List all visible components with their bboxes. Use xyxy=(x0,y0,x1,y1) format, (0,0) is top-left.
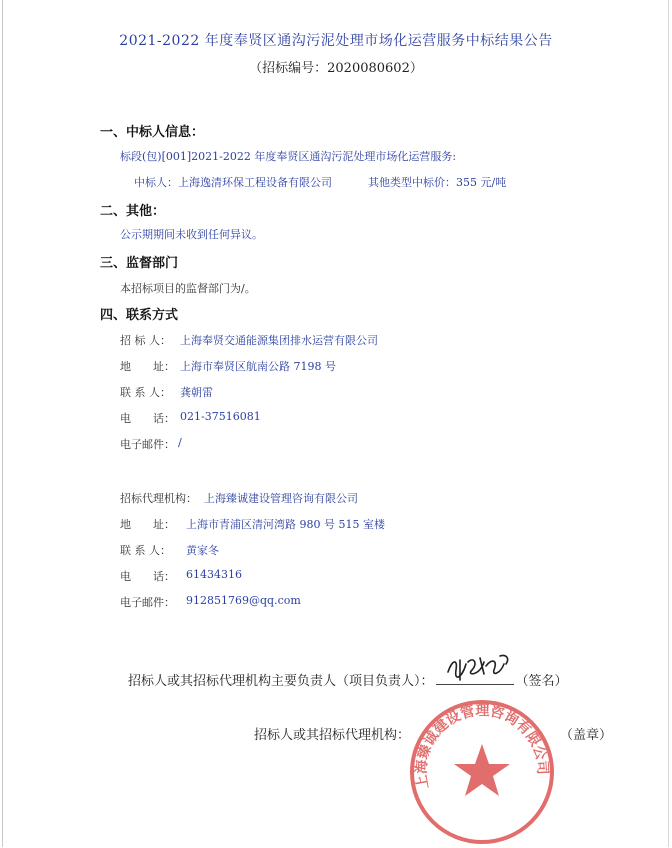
supervision-text: 本招标项目的监督部门为/。 xyxy=(120,282,256,295)
tenderer-address-label: 地 址： xyxy=(120,360,175,373)
document-title: 2021-2022 年度奉贤区通沟污泥处理市场化运营服务中标结果公告 xyxy=(119,33,553,49)
seal-ring-text: 上海臻诚建设管理咨询有限公司 xyxy=(413,703,551,791)
tenderer-email-label: 电子邮件： xyxy=(120,438,175,451)
sign-text: 招标人或其招标代理机构主要负责人（项目负责人）： xyxy=(128,674,434,689)
agency-contact-label: 联 系 人： xyxy=(120,544,171,557)
section-heading-contact: 四、联系方式 xyxy=(100,308,179,323)
section-heading-other: 二、其他： xyxy=(100,204,166,219)
tenderer-name-label: 招 标 人： xyxy=(120,334,171,347)
agency-phone-label: 电 话： xyxy=(120,570,175,583)
star-icon xyxy=(454,744,510,796)
winner-label: 中标人： xyxy=(134,176,178,189)
tenderer-email: / xyxy=(178,436,182,449)
price-value: 355 元/吨 xyxy=(456,176,507,189)
seal-suffix: （盖章） xyxy=(560,728,613,743)
section-heading-supervision: 三、监督部门 xyxy=(100,256,179,271)
agency-contact: 黄家冬 xyxy=(186,544,219,557)
agency-address: 上海市青浦区清河湾路 980 号 515 室楼 xyxy=(186,518,385,531)
page-border-left xyxy=(2,0,3,847)
agency-email: 912851769@qq.com xyxy=(186,594,301,607)
tenderer-address: 上海市奉贤区航南公路 7198 号 xyxy=(180,360,336,373)
tenderer-phone-label: 电 话： xyxy=(120,412,175,425)
tenderer-name: 上海奉贤交通能源集团排水运营有限公司 xyxy=(180,334,378,347)
tenderer-phone: 021-37516081 xyxy=(180,410,261,423)
winner-line xyxy=(134,174,506,190)
sign-suffix: （签名） xyxy=(515,674,568,689)
agency-name-label: 招标代理机构： xyxy=(120,492,197,505)
winner-name: 上海逸清环保工程设备有限公司 xyxy=(178,176,332,189)
seal-text: 招标人或其招标代理机构： xyxy=(254,728,411,743)
agency-name: 上海臻诚建设管理咨询有限公司 xyxy=(204,492,358,505)
bid-number: （招标编号：2020080602） xyxy=(249,61,423,76)
page-border-right xyxy=(668,0,669,847)
handwritten-signature xyxy=(440,650,520,686)
agency-phone: 61434316 xyxy=(186,568,242,581)
price-label: 其他类型中标价： xyxy=(368,176,456,189)
agency-address-label: 地 址： xyxy=(120,518,175,531)
tenderer-contact-label: 联 系 人： xyxy=(120,386,171,399)
section-heading-winner: 一、中标人信息： xyxy=(100,125,205,140)
other-text: 公示期期间未收到任何异议。 xyxy=(120,228,263,241)
company-seal xyxy=(406,696,558,848)
agency-email-label: 电子邮件： xyxy=(120,596,175,609)
tenderer-contact: 龚朝雷 xyxy=(180,386,213,399)
lot-line: 标段(包)[001]2021-2022 年度奉贤区通沟污泥处理市场化运营服务: xyxy=(120,150,457,163)
